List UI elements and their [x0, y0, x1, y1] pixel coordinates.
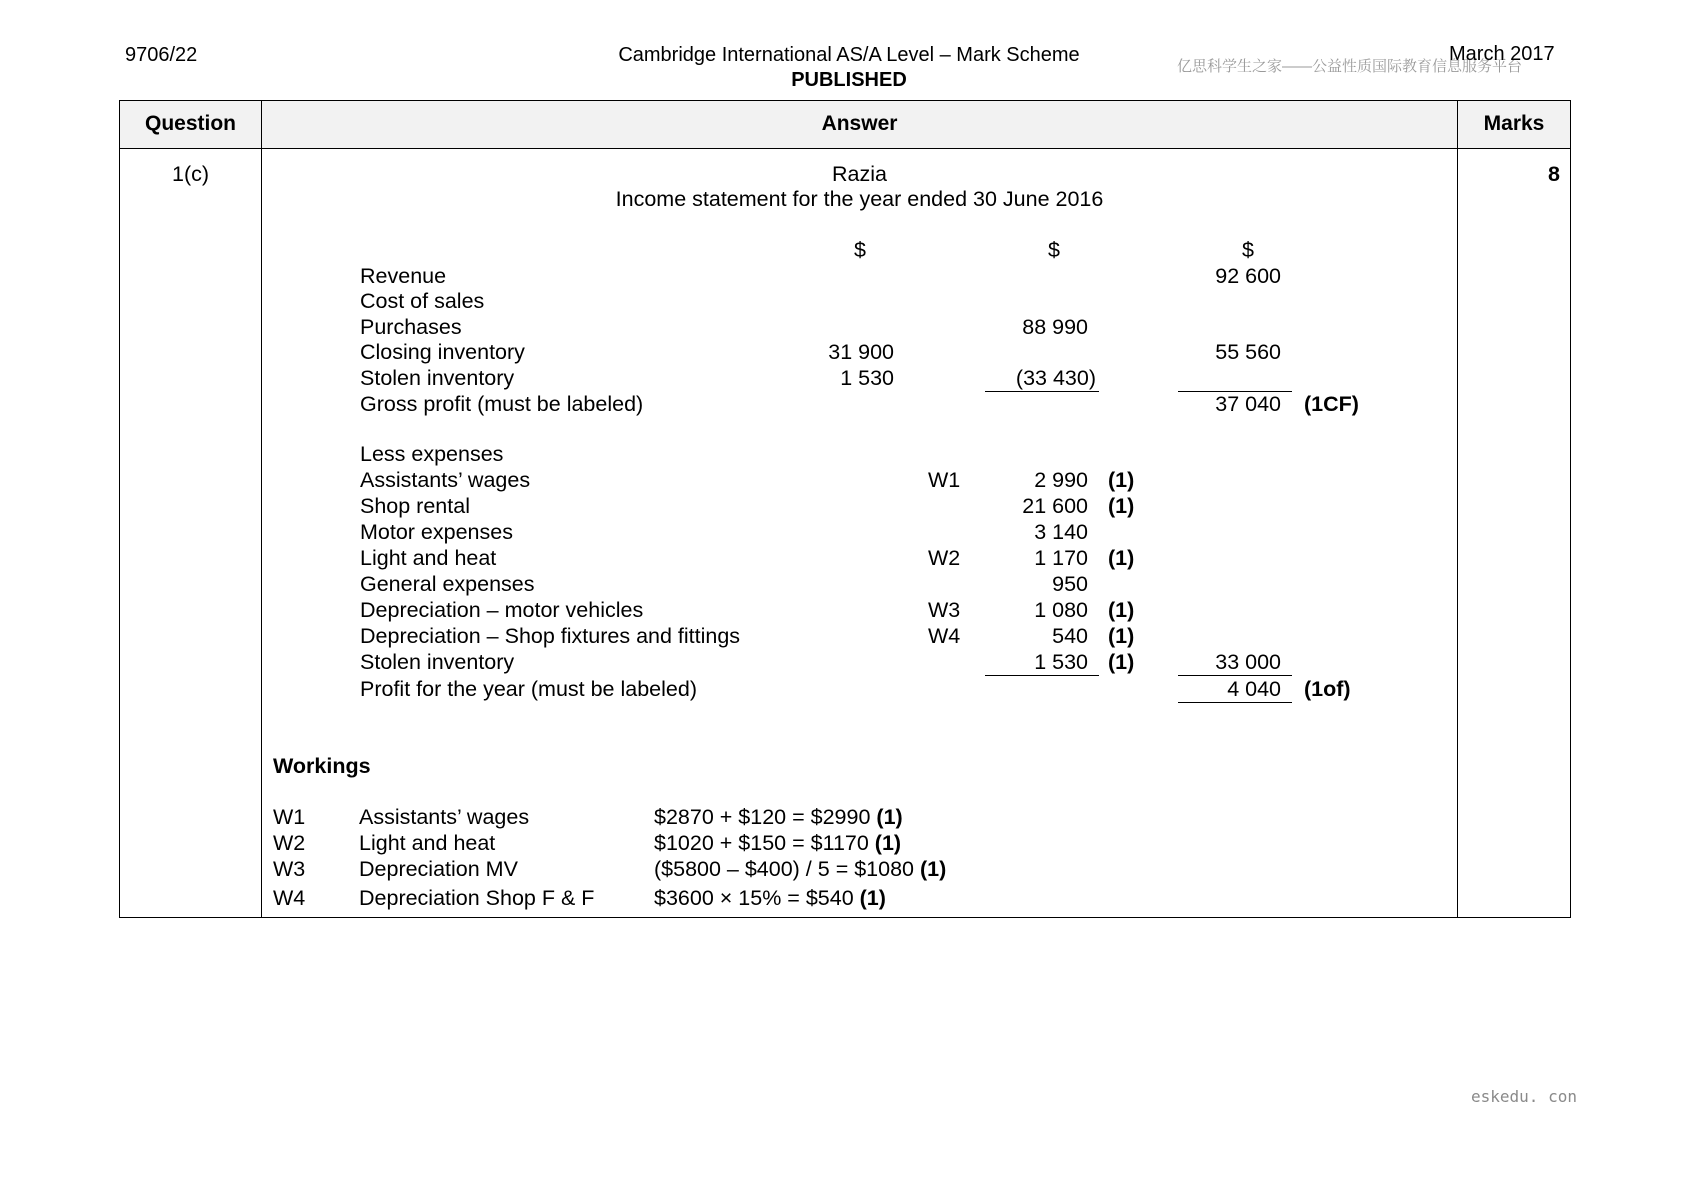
- working-label: Depreciation Shop F & F: [359, 886, 595, 910]
- statement-value-col2: (33 430): [1015, 366, 1096, 390]
- currency-header-3: $: [1242, 238, 1254, 262]
- expense-value: 3 140: [1034, 520, 1088, 544]
- mark-annotation: (1): [1108, 494, 1135, 518]
- working-calculation: ($5800 – $400) / 5 = $1080: [654, 857, 915, 881]
- statement-row-label: Revenue: [360, 264, 447, 288]
- mark-annotation: (1): [920, 857, 947, 881]
- expense-row-label: Motor expenses: [360, 520, 513, 544]
- workings-heading: Workings: [273, 754, 371, 778]
- total-marks: 8: [1548, 162, 1560, 186]
- statement-value-col3: 92 600: [1215, 264, 1281, 288]
- working-id: W3: [273, 857, 306, 881]
- underline-rule: [1178, 675, 1292, 676]
- working-id: W1: [273, 805, 306, 829]
- statement-value-col3: 55 560: [1215, 340, 1281, 364]
- mark-annotation: (1): [874, 831, 902, 855]
- underline-rule: [985, 675, 1099, 676]
- statement-row-label: Closing inventory: [360, 340, 525, 364]
- working-calculation: $2870 + $120 = $2990: [654, 805, 871, 829]
- mark-annotation: (1): [876, 805, 903, 829]
- watermark-text: 亿思科学生之家——公益性质国际教育信息服务平台: [1177, 58, 1523, 75]
- business-name: Razia: [832, 162, 887, 186]
- working-calculation: $3600 × 15% = $540: [654, 886, 854, 910]
- expense-row-label: Profit for the year (must be labeled): [360, 677, 697, 701]
- statement-row-label: Purchases: [360, 315, 462, 339]
- mark-annotation: (1CF): [1304, 392, 1359, 416]
- expense-row-label: General expenses: [360, 572, 535, 596]
- working-reference: W1: [928, 468, 961, 492]
- statement-value-col1: 31 900: [828, 340, 894, 364]
- expense-value: 540: [1052, 624, 1088, 648]
- working-calculation: $1020 + $150 = $1170: [654, 831, 869, 855]
- statement-row-label: Stolen inventory: [360, 366, 515, 390]
- working-reference: W3: [928, 598, 961, 622]
- question-number: 1(c): [171, 162, 210, 186]
- column-header-marks: Marks: [1483, 112, 1545, 135]
- published-label: PUBLISHED: [791, 69, 907, 91]
- mark-annotation: (1): [1108, 624, 1135, 648]
- expense-value: 21 600: [1022, 494, 1088, 518]
- statement-row-label: Gross profit (must be labeled): [360, 392, 644, 416]
- expenses-heading: Less expenses: [360, 442, 504, 466]
- mark-annotation: (1of): [1304, 677, 1351, 701]
- expense-row-label: Shop rental: [360, 494, 470, 518]
- statement-value-col2: 88 990: [1022, 315, 1088, 339]
- working-reference: W2: [928, 546, 961, 570]
- currency-header-1: $: [854, 238, 866, 262]
- working-label: Depreciation MV: [359, 857, 518, 881]
- paper-code: 9706/22: [125, 44, 198, 66]
- total-expenses: 33 000: [1215, 650, 1281, 674]
- expense-row-label: Light and heat: [360, 546, 497, 570]
- expense-row-label: Assistants’ wages: [360, 468, 531, 492]
- working-reference: W4: [928, 624, 961, 648]
- mark-annotation: (1): [859, 886, 886, 910]
- statement-value-col3: 37 040: [1215, 392, 1281, 416]
- statement-row-label: Cost of sales: [360, 289, 485, 313]
- mark-annotation: (1): [1108, 468, 1135, 492]
- exam-date: March 2017: [1449, 43, 1555, 65]
- expense-value: 950: [1052, 572, 1088, 596]
- statement-value-col1: 1 530: [840, 366, 894, 390]
- mark-annotation: (1): [1108, 650, 1135, 674]
- column-header-answer: Answer: [821, 112, 898, 135]
- underline-rule: [985, 391, 1099, 392]
- column-header-question: Question: [144, 112, 236, 135]
- document-title: Cambridge International AS/A Level – Mark Scheme: [618, 44, 1080, 66]
- expense-row-label: Stolen inventory: [360, 650, 515, 674]
- expense-row-label: Depreciation – motor vehicles: [360, 598, 644, 622]
- working-id: W4: [273, 886, 306, 910]
- profit-for-year-value: 4 040: [1227, 677, 1281, 701]
- expense-value: 2 990: [1034, 468, 1088, 492]
- mark-annotation: (1): [1108, 598, 1135, 622]
- expense-value: 1 530: [1034, 650, 1088, 674]
- expense-row-label: Depreciation – Shop fixtures and fittings: [360, 624, 741, 648]
- working-id: W2: [273, 831, 306, 855]
- mark-annotation: (1): [1108, 546, 1135, 570]
- currency-header-2: $: [1048, 238, 1060, 262]
- underline-rule: [1178, 702, 1292, 703]
- statement-title: Income statement for the year ended 30 June 2016: [615, 187, 1104, 211]
- working-label: Light and heat: [359, 831, 496, 855]
- expense-value: 1 080: [1034, 598, 1088, 622]
- working-label: Assistants’ wages: [359, 805, 530, 829]
- site-watermark: eskedu. con: [1471, 1087, 1577, 1106]
- expense-value: 1 170: [1034, 546, 1088, 570]
